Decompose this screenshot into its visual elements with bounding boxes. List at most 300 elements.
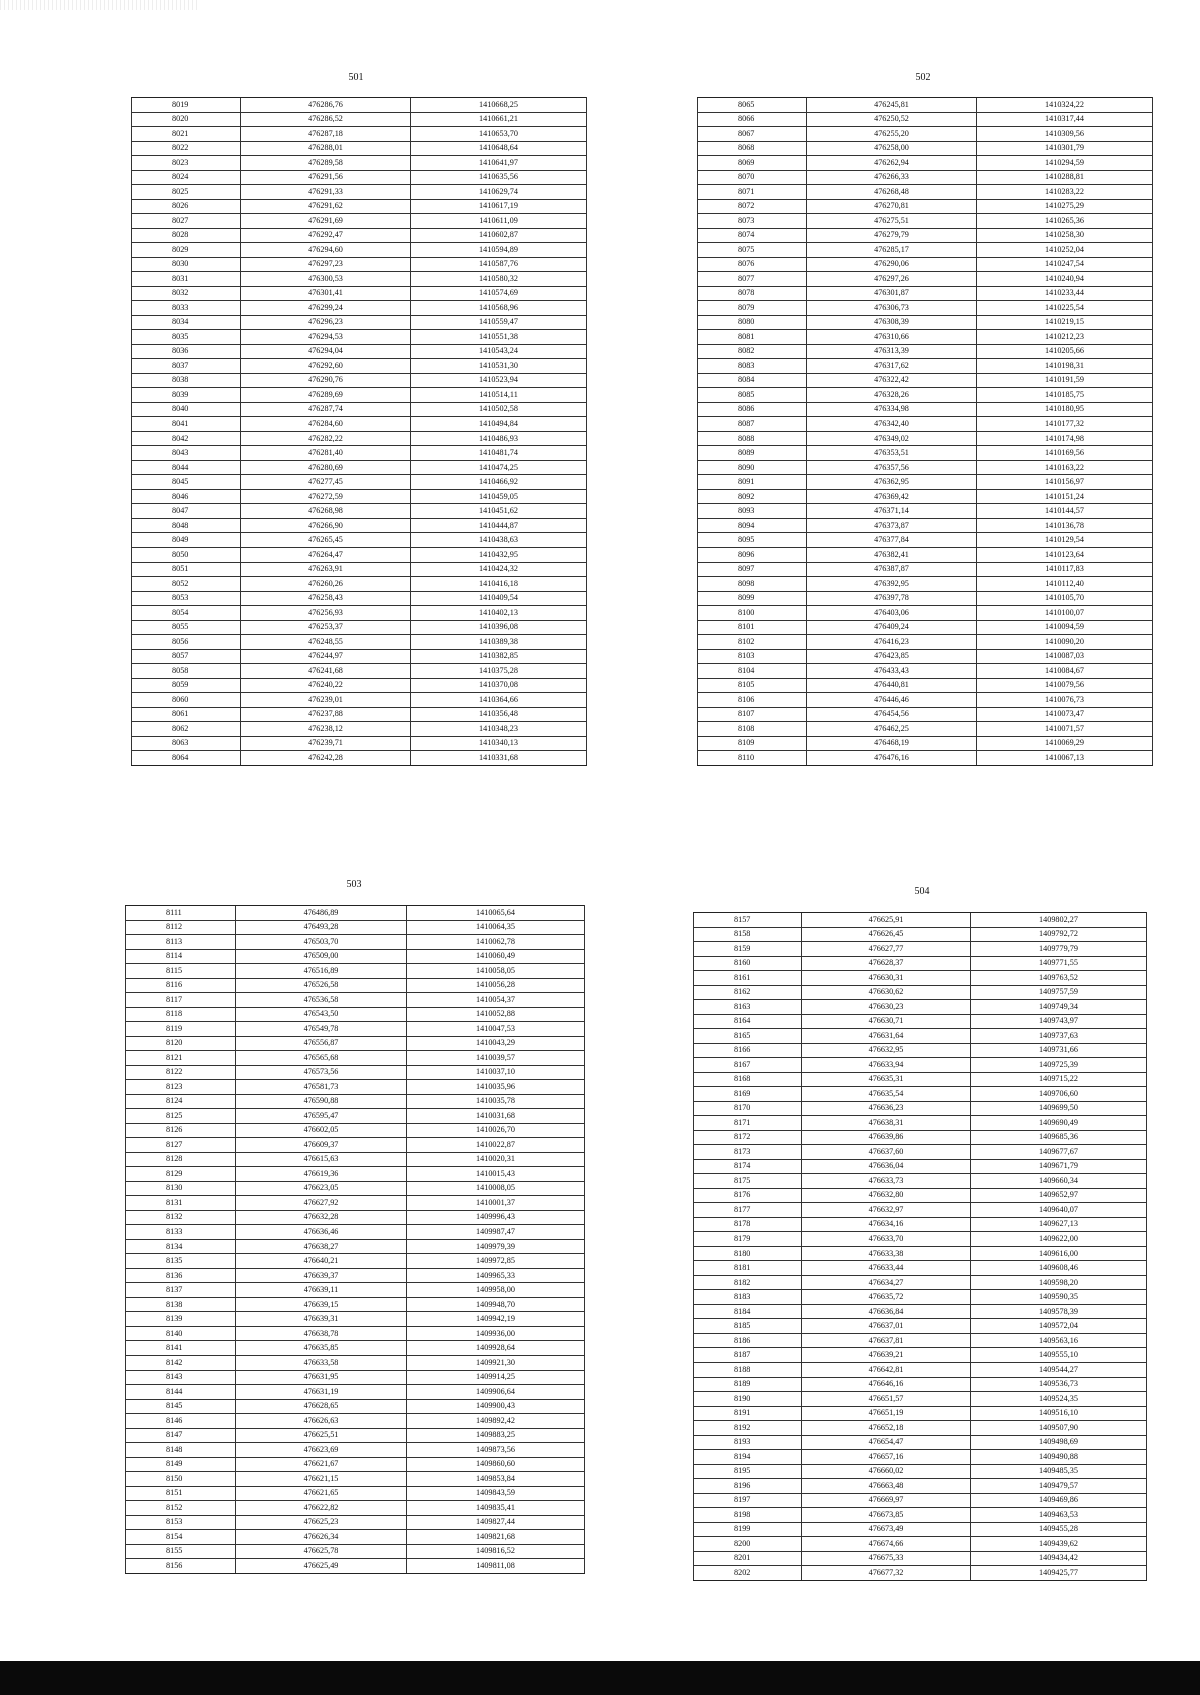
y-coordinate-cell: 1409914,25: [407, 1370, 585, 1385]
table-row: [694, 1406, 1147, 1421]
y-coordinate-cell: 1410587,76: [411, 257, 587, 272]
y-coordinate-cell: 1410062,78: [407, 935, 585, 950]
table-row: [694, 1435, 1147, 1450]
point-id-cell: 8126: [126, 1123, 236, 1138]
point-id-cell: 8112: [126, 920, 236, 935]
y-coordinate-cell: 1410288,81: [977, 170, 1153, 185]
x-coordinate-cell: 476382,41: [807, 547, 977, 562]
y-coordinate-cell: 1410635,56: [411, 170, 587, 185]
y-coordinate-cell: 1410438,63: [411, 533, 587, 548]
table-row: [698, 315, 1153, 330]
x-coordinate-cell: 476263,91: [241, 562, 411, 577]
point-id-cell: 8156: [126, 1559, 236, 1574]
point-id-cell: 8171: [694, 1116, 802, 1131]
point-id-cell: 8063: [132, 736, 241, 751]
y-coordinate-cell: 1410037,10: [407, 1065, 585, 1080]
x-coordinate-cell: 476284,60: [241, 417, 411, 432]
y-coordinate-cell: 1409463,53: [971, 1508, 1147, 1523]
table-row: [132, 606, 587, 621]
point-id-cell: 8099: [698, 591, 807, 606]
y-coordinate-cell: 1410047,53: [407, 1022, 585, 1037]
point-id-cell: 8067: [698, 127, 807, 142]
point-id-cell: 8183: [694, 1290, 802, 1305]
y-coordinate-cell: 1410052,88: [407, 1007, 585, 1022]
y-coordinate-cell: 1410309,56: [977, 127, 1153, 142]
point-id-cell: 8120: [126, 1036, 236, 1051]
y-coordinate-cell: 1409660,34: [971, 1174, 1147, 1189]
x-coordinate-cell: 476651,19: [802, 1406, 971, 1421]
y-coordinate-cell: 1410191,59: [977, 373, 1153, 388]
point-id-cell: 8077: [698, 272, 807, 287]
y-coordinate-cell: 1409590,35: [971, 1290, 1147, 1305]
table-row: [694, 1232, 1147, 1247]
table-row: [698, 402, 1153, 417]
x-coordinate-cell: 476639,86: [802, 1130, 971, 1145]
table-row: [132, 577, 587, 592]
x-coordinate-cell: 476292,60: [241, 359, 411, 374]
y-coordinate-cell: 1409979,39: [407, 1239, 585, 1254]
y-coordinate-cell: 1409690,49: [971, 1116, 1147, 1131]
x-coordinate-cell: 476285,17: [807, 243, 977, 258]
point-id-cell: 8157: [694, 913, 802, 928]
point-id-cell: 8075: [698, 243, 807, 258]
point-id-cell: 8115: [126, 964, 236, 979]
x-coordinate-cell: 476631,95: [236, 1370, 407, 1385]
x-coordinate-cell: 476625,51: [236, 1428, 407, 1443]
point-id-cell: 8128: [126, 1152, 236, 1167]
table-row: [126, 1312, 585, 1327]
y-coordinate-cell: 1410375,28: [411, 664, 587, 679]
y-coordinate-cell: 1409455,28: [971, 1522, 1147, 1537]
y-coordinate-cell: 1410514,11: [411, 388, 587, 403]
table-row: [126, 1544, 585, 1559]
x-coordinate-cell: 476292,47: [241, 228, 411, 243]
point-id-cell: 8036: [132, 344, 241, 359]
y-coordinate-cell: 1410317,44: [977, 112, 1153, 127]
table-row: [694, 1159, 1147, 1174]
x-coordinate-cell: 476619,36: [236, 1167, 407, 1182]
x-coordinate-cell: 476626,63: [236, 1414, 407, 1429]
y-coordinate-cell: 1409479,57: [971, 1479, 1147, 1494]
y-coordinate-cell: 1410123,64: [977, 547, 1153, 562]
y-coordinate-cell: 1410523,94: [411, 373, 587, 388]
point-id-cell: 8162: [694, 985, 802, 1000]
y-coordinate-cell: 1410084,67: [977, 664, 1153, 679]
point-id-cell: 8124: [126, 1094, 236, 1109]
x-coordinate-cell: 476638,78: [236, 1326, 407, 1341]
point-id-cell: 8051: [132, 562, 241, 577]
y-coordinate-cell: 1410240,94: [977, 272, 1153, 287]
x-coordinate-cell: 476239,71: [241, 736, 411, 751]
x-coordinate-cell: 476440,81: [807, 678, 977, 693]
point-id-cell: 8025: [132, 185, 241, 200]
x-coordinate-cell: 476297,26: [807, 272, 977, 287]
x-coordinate-cell: 476632,80: [802, 1188, 971, 1203]
x-coordinate-cell: 476322,42: [807, 373, 977, 388]
table-row: [694, 1421, 1147, 1436]
table-row: [132, 460, 587, 475]
table-row: [132, 272, 587, 287]
x-coordinate-cell: 476669,97: [802, 1493, 971, 1508]
table-row: [694, 1246, 1147, 1261]
point-id-cell: 8076: [698, 257, 807, 272]
table-row: [694, 1566, 1147, 1581]
y-coordinate-cell: 1410559,47: [411, 315, 587, 330]
table-row: [694, 1479, 1147, 1494]
x-coordinate-cell: 476268,98: [241, 504, 411, 519]
x-coordinate-cell: 476581,73: [236, 1080, 407, 1095]
y-coordinate-cell: 1409883,25: [407, 1428, 585, 1443]
y-coordinate-cell: 1409987,47: [407, 1225, 585, 1240]
x-coordinate-cell: 476622,82: [236, 1501, 407, 1516]
table-row: [694, 1188, 1147, 1203]
y-coordinate-cell: 1410117,83: [977, 562, 1153, 577]
table-row: [132, 402, 587, 417]
point-id-cell: 8188: [694, 1362, 802, 1377]
x-coordinate-cell: 476244,97: [241, 649, 411, 664]
table-row: [132, 286, 587, 301]
table-row: [698, 156, 1153, 171]
point-id-cell: 8027: [132, 214, 241, 229]
table-row: [694, 1537, 1147, 1552]
y-coordinate-cell: 1410331,68: [411, 751, 587, 766]
point-id-cell: 8175: [694, 1174, 802, 1189]
table-row: [694, 1392, 1147, 1407]
y-coordinate-cell: 1409900,43: [407, 1399, 585, 1414]
x-coordinate-cell: 476673,49: [802, 1522, 971, 1537]
y-coordinate-cell: 1410551,38: [411, 330, 587, 345]
x-coordinate-cell: 476630,62: [802, 985, 971, 1000]
table-row: [132, 475, 587, 490]
y-coordinate-cell: 1409892,42: [407, 1414, 585, 1429]
point-id-cell: 8037: [132, 359, 241, 374]
y-coordinate-cell: 1410129,54: [977, 533, 1153, 548]
y-coordinate-cell: 1409958,00: [407, 1283, 585, 1298]
point-id-cell: 8031: [132, 272, 241, 287]
x-coordinate-cell: 476299,24: [241, 301, 411, 316]
table-row: [132, 533, 587, 548]
y-coordinate-cell: 1409425,77: [971, 1566, 1147, 1581]
y-coordinate-cell: 1410466,92: [411, 475, 587, 490]
y-coordinate-cell: 1410015,43: [407, 1167, 585, 1182]
point-id-cell: 8118: [126, 1007, 236, 1022]
table-row: [698, 664, 1153, 679]
table-row: [126, 1297, 585, 1312]
point-id-cell: 8047: [132, 504, 241, 519]
x-coordinate-cell: 476635,31: [802, 1072, 971, 1087]
y-coordinate-cell: 1409860,60: [407, 1457, 585, 1472]
point-id-cell: 8122: [126, 1065, 236, 1080]
table-row: [126, 1210, 585, 1225]
y-coordinate-cell: 1409640,07: [971, 1203, 1147, 1218]
x-coordinate-cell: 476290,06: [807, 257, 977, 272]
table-row: [698, 678, 1153, 693]
table-row: [698, 272, 1153, 287]
y-coordinate-cell: 1410105,70: [977, 591, 1153, 606]
table-row: [698, 649, 1153, 664]
table-row: [132, 141, 587, 156]
point-id-cell: 8111: [126, 906, 236, 921]
table-row: [698, 359, 1153, 374]
table-row: [126, 1515, 585, 1530]
point-id-cell: 8174: [694, 1159, 802, 1174]
x-coordinate-cell: 476256,93: [241, 606, 411, 621]
table-row: [694, 1101, 1147, 1116]
point-id-cell: 8060: [132, 693, 241, 708]
y-coordinate-cell: 1410486,93: [411, 431, 587, 446]
table-row: [698, 373, 1153, 388]
table-row: [126, 1065, 585, 1080]
x-coordinate-cell: 476265,45: [241, 533, 411, 548]
x-coordinate-cell: 476454,56: [807, 707, 977, 722]
y-coordinate-cell: 1409771,55: [971, 956, 1147, 971]
x-coordinate-cell: 476633,44: [802, 1261, 971, 1276]
x-coordinate-cell: 476277,45: [241, 475, 411, 490]
x-coordinate-cell: 476633,70: [802, 1232, 971, 1247]
y-coordinate-cell: 1410602,87: [411, 228, 587, 243]
table-row: [126, 920, 585, 935]
y-coordinate-cell: 1410641,97: [411, 156, 587, 171]
y-coordinate-cell: 1410258,30: [977, 228, 1153, 243]
x-coordinate-cell: 476516,89: [236, 964, 407, 979]
point-id-cell: 8090: [698, 460, 807, 475]
y-coordinate-cell: 1410580,32: [411, 272, 587, 287]
x-coordinate-cell: 476639,11: [236, 1283, 407, 1298]
x-coordinate-cell: 476258,43: [241, 591, 411, 606]
table-row: [126, 1341, 585, 1356]
y-coordinate-cell: 1410494,84: [411, 417, 587, 432]
point-id-cell: 8135: [126, 1254, 236, 1269]
point-id-cell: 8088: [698, 431, 807, 446]
table-row: [126, 1022, 585, 1037]
y-coordinate-cell: 1409811,08: [407, 1559, 585, 1574]
y-coordinate-cell: 1410370,08: [411, 678, 587, 693]
point-id-cell: 8041: [132, 417, 241, 432]
point-id-cell: 8161: [694, 971, 802, 986]
table-row: [126, 1080, 585, 1095]
point-id-cell: 8081: [698, 330, 807, 345]
y-coordinate-cell: 1410198,31: [977, 359, 1153, 374]
table-row: [126, 935, 585, 950]
point-id-cell: 8194: [694, 1450, 802, 1465]
point-id-cell: 8102: [698, 635, 807, 650]
table-row: [698, 504, 1153, 519]
point-id-cell: 8163: [694, 1000, 802, 1015]
y-coordinate-cell: 1409763,52: [971, 971, 1147, 986]
table-row: [694, 1116, 1147, 1131]
point-id-cell: 8121: [126, 1051, 236, 1066]
table-row: [698, 330, 1153, 345]
table-row: [694, 927, 1147, 942]
y-coordinate-cell: 1410151,24: [977, 489, 1153, 504]
x-coordinate-cell: 476260,26: [241, 577, 411, 592]
table-row: [694, 913, 1147, 928]
x-coordinate-cell: 476615,63: [236, 1152, 407, 1167]
table-row: [132, 649, 587, 664]
y-coordinate-cell: 1410568,96: [411, 301, 587, 316]
y-coordinate-cell: 1409792,72: [971, 927, 1147, 942]
x-coordinate-cell: 476536,58: [236, 993, 407, 1008]
y-coordinate-cell: 1409936,00: [407, 1326, 585, 1341]
y-coordinate-cell: 1409821,68: [407, 1530, 585, 1545]
x-coordinate-cell: 476632,28: [236, 1210, 407, 1225]
point-id-cell: 8197: [694, 1493, 802, 1508]
y-coordinate-cell: 1410054,37: [407, 993, 585, 1008]
x-coordinate-cell: 476266,33: [807, 170, 977, 185]
point-id-cell: 8085: [698, 388, 807, 403]
point-id-cell: 8153: [126, 1515, 236, 1530]
y-coordinate-cell: 1409608,46: [971, 1261, 1147, 1276]
point-id-cell: 8189: [694, 1377, 802, 1392]
point-id-cell: 8020: [132, 112, 241, 127]
point-id-cell: 8098: [698, 577, 807, 592]
y-coordinate-cell: 1409843,59: [407, 1486, 585, 1501]
table-row: [694, 1450, 1147, 1465]
point-id-cell: 8143: [126, 1370, 236, 1385]
point-id-cell: 8093: [698, 504, 807, 519]
point-id-cell: 8167: [694, 1058, 802, 1073]
point-id-cell: 8110: [698, 751, 807, 766]
x-coordinate-cell: 476633,94: [802, 1058, 971, 1073]
y-coordinate-cell: 1409802,27: [971, 913, 1147, 928]
point-id-cell: 8083: [698, 359, 807, 374]
point-id-cell: 8176: [694, 1188, 802, 1203]
table-row: [698, 693, 1153, 708]
x-coordinate-cell: 476282,22: [241, 431, 411, 446]
y-coordinate-cell: 1410094,59: [977, 620, 1153, 635]
point-id-cell: 8074: [698, 228, 807, 243]
table-row: [132, 156, 587, 171]
point-id-cell: 8170: [694, 1101, 802, 1116]
table-row: [694, 1029, 1147, 1044]
y-coordinate-cell: 1409906,64: [407, 1385, 585, 1400]
table-row: [698, 228, 1153, 243]
point-id-cell: 8050: [132, 547, 241, 562]
table-row: [132, 489, 587, 504]
point-id-cell: 8185: [694, 1319, 802, 1334]
table-row: [698, 446, 1153, 461]
x-coordinate-cell: 476635,54: [802, 1087, 971, 1102]
y-coordinate-cell: 1410364,66: [411, 693, 587, 708]
point-id-cell: 8022: [132, 141, 241, 156]
table-row: [698, 620, 1153, 635]
page-number-504: 504: [914, 886, 930, 897]
point-id-cell: 8141: [126, 1341, 236, 1356]
point-id-cell: 8103: [698, 649, 807, 664]
point-id-cell: 8069: [698, 156, 807, 171]
y-coordinate-cell: 1409572,04: [971, 1319, 1147, 1334]
point-id-cell: 8054: [132, 606, 241, 621]
x-coordinate-cell: 476296,23: [241, 315, 411, 330]
table-row: [126, 1007, 585, 1022]
y-coordinate-cell: 1410060,49: [407, 949, 585, 964]
point-id-cell: 8097: [698, 562, 807, 577]
table-row: [698, 722, 1153, 737]
table-row: [698, 460, 1153, 475]
y-coordinate-cell: 1410163,22: [977, 460, 1153, 475]
y-coordinate-cell: 1410409,54: [411, 591, 587, 606]
coordinates-table-503: [125, 905, 585, 1574]
y-coordinate-cell: 1409942,19: [407, 1312, 585, 1327]
y-coordinate-cell: 1410594,89: [411, 243, 587, 258]
point-id-cell: 8068: [698, 141, 807, 156]
x-coordinate-cell: 476621,15: [236, 1472, 407, 1487]
point-id-cell: 8140: [126, 1326, 236, 1341]
table-row: [694, 1014, 1147, 1029]
point-id-cell: 8089: [698, 446, 807, 461]
y-coordinate-cell: 1410382,85: [411, 649, 587, 664]
point-id-cell: 8178: [694, 1217, 802, 1232]
table-row: [694, 1087, 1147, 1102]
x-coordinate-cell: 476268,48: [807, 185, 977, 200]
y-coordinate-cell: 1409835,41: [407, 1501, 585, 1516]
x-coordinate-cell: 476362,95: [807, 475, 977, 490]
x-coordinate-cell: 476245,81: [807, 98, 977, 113]
point-id-cell: 8125: [126, 1109, 236, 1124]
y-coordinate-cell: 1410001,37: [407, 1196, 585, 1211]
x-coordinate-cell: 476628,37: [802, 956, 971, 971]
x-coordinate-cell: 476258,00: [807, 141, 977, 156]
point-id-cell: 8145: [126, 1399, 236, 1414]
y-coordinate-cell: 1409965,33: [407, 1268, 585, 1283]
y-coordinate-cell: 1409699,50: [971, 1101, 1147, 1116]
y-coordinate-cell: 1409598,20: [971, 1275, 1147, 1290]
y-coordinate-cell: 1409749,34: [971, 1000, 1147, 1015]
table-row: [126, 1428, 585, 1443]
table-row: [126, 1385, 585, 1400]
x-coordinate-cell: 476253,37: [241, 620, 411, 635]
point-id-cell: 8106: [698, 693, 807, 708]
table-row: [132, 170, 587, 185]
table-row: [694, 1377, 1147, 1392]
table-row: [694, 1275, 1147, 1290]
point-id-cell: 8173: [694, 1145, 802, 1160]
y-coordinate-cell: 1410574,69: [411, 286, 587, 301]
point-id-cell: 8072: [698, 199, 807, 214]
y-coordinate-cell: 1410180,95: [977, 402, 1153, 417]
point-id-cell: 8137: [126, 1283, 236, 1298]
point-id-cell: 8064: [132, 751, 241, 766]
point-id-cell: 8155: [126, 1544, 236, 1559]
table-row: [698, 301, 1153, 316]
x-coordinate-cell: 476632,95: [802, 1043, 971, 1058]
point-id-cell: 8048: [132, 518, 241, 533]
table-row: [126, 1559, 585, 1574]
x-coordinate-cell: 476636,46: [236, 1225, 407, 1240]
table-row: [698, 431, 1153, 446]
table-row: [126, 1414, 585, 1429]
x-coordinate-cell: 476633,73: [802, 1174, 971, 1189]
table-row: [132, 591, 587, 606]
table-row: [698, 388, 1153, 403]
point-id-cell: 8133: [126, 1225, 236, 1240]
y-coordinate-cell: 1409524,35: [971, 1392, 1147, 1407]
table-row: [694, 985, 1147, 1000]
point-id-cell: 8096: [698, 547, 807, 562]
table-row: [698, 257, 1153, 272]
y-coordinate-cell: 1409563,16: [971, 1333, 1147, 1348]
x-coordinate-cell: 476294,53: [241, 330, 411, 345]
y-coordinate-cell: 1409490,88: [971, 1450, 1147, 1465]
y-coordinate-cell: 1410502,58: [411, 402, 587, 417]
y-coordinate-cell: 1410020,31: [407, 1152, 585, 1167]
y-coordinate-cell: 1409928,64: [407, 1341, 585, 1356]
x-coordinate-cell: 476509,00: [236, 949, 407, 964]
point-id-cell: 8127: [126, 1138, 236, 1153]
y-coordinate-cell: 1409544,27: [971, 1362, 1147, 1377]
table-row: [126, 1443, 585, 1458]
point-id-cell: 8200: [694, 1537, 802, 1552]
